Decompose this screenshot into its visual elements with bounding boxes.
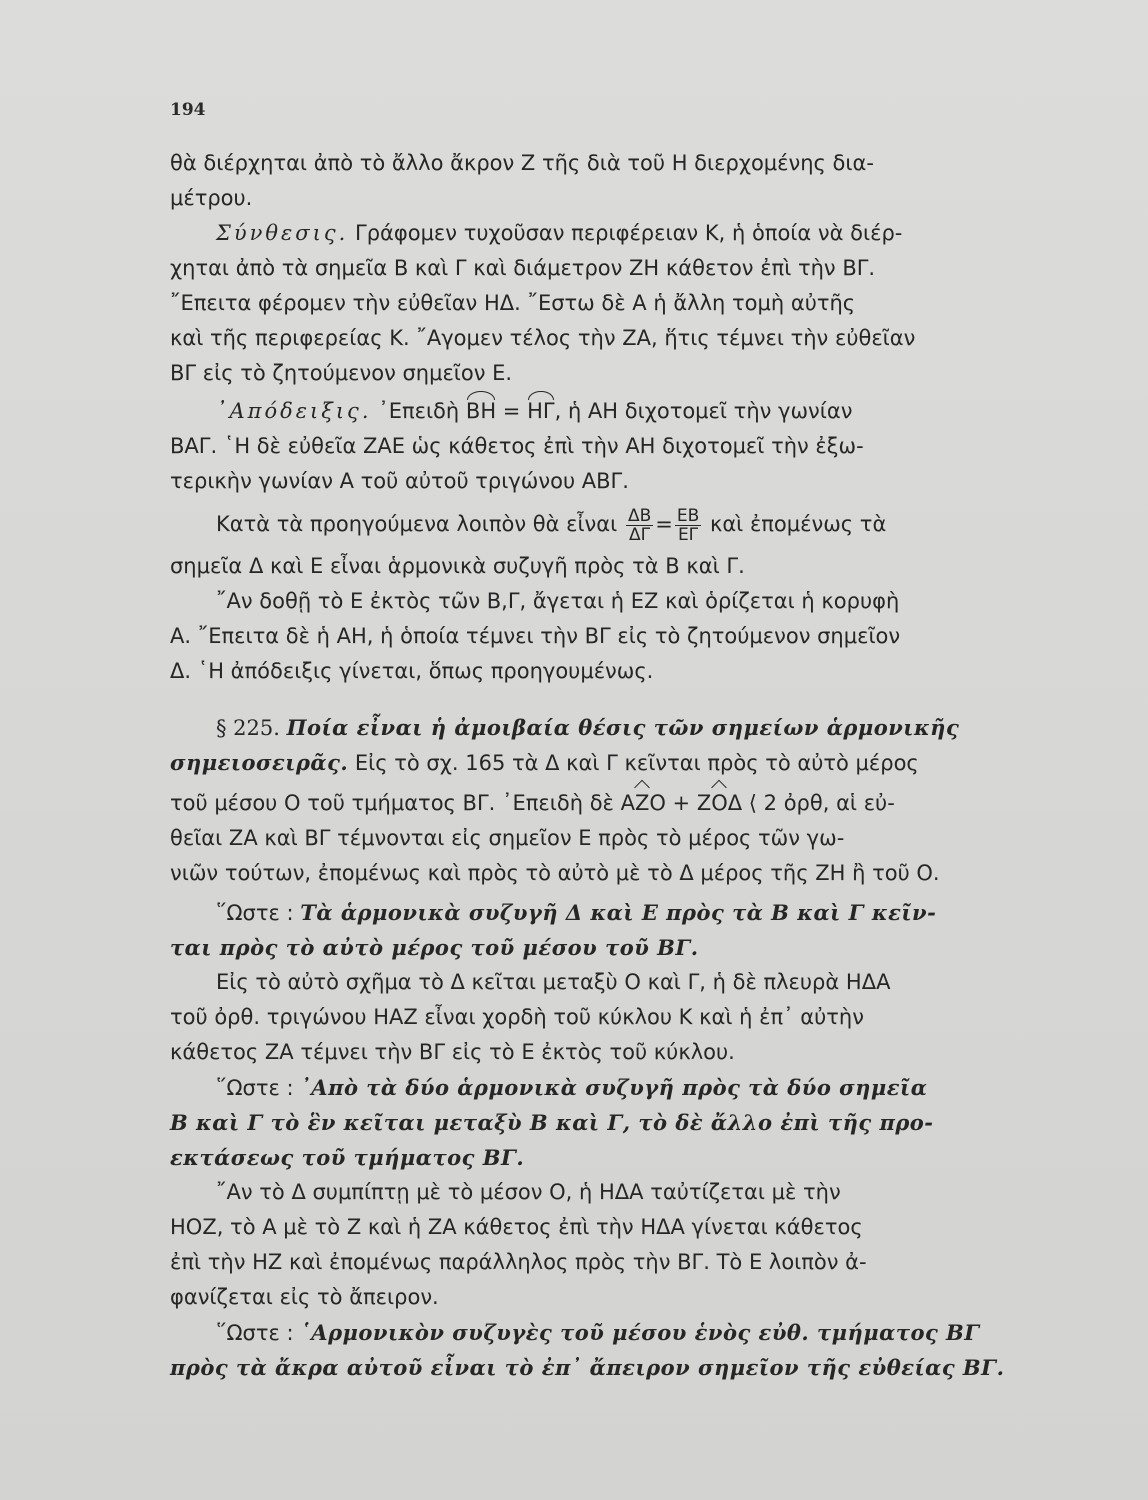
text-span: Γράφομεν τυχοῦσαν περιφέρειαν Κ, ἡ ὁποία νὰ διέρ-: [355, 221, 903, 245]
text-line: φανίζεται εἰς τὸ ἄπειρον.: [170, 1285, 439, 1309]
fraction-numerator: ΔΒ: [627, 505, 652, 526]
section-title: σημειοσειρᾶς.: [170, 750, 349, 775]
arc-hg: ΗΓ: [527, 394, 555, 429]
proof-label: ᾿Απόδειξις.: [216, 399, 372, 423]
text-span: , ἡ ΑΗ διχοτομεῖ τὴν γωνίαν: [554, 399, 853, 423]
conclusion-text: ται πρὸς τὸ αὐτὸ μέρος τοῦ μέσου τοῦ ΒΓ.: [170, 935, 699, 960]
conclusion-line: [170, 1315, 1036, 1350]
text-line: τοῦ ὀρθ. τριγώνου ΗΑΖ εἶναι χορδὴ τοῦ κύκλου Κ καὶ ἡ ἐπ᾿ αὐτὴν: [170, 1005, 864, 1029]
text-span: τοῦ μέσου Ο τοῦ τμήματος ΒΓ. ᾿Επειδὴ δὲ Α: [170, 791, 635, 815]
conclusion-lead: ῞Ωστε :: [216, 1076, 294, 1100]
text-line: Α. ῎Επειτα δὲ ἡ ΑΗ, ἡ ὁποία τέμνει τὴν ΒΓ εἰς τὸ ζητούμενον σημεῖον: [170, 624, 901, 648]
conclusion-line: [170, 895, 1036, 930]
text-line: σημεῖα Δ καὶ Ε εἶναι ἁρμονικὰ συζυγῆ πρὸς τὰ Β καὶ Γ.: [170, 554, 745, 578]
text-line: ΒΓ εἰς τὸ ζητούμενον σημεῖον Ε.: [170, 361, 513, 385]
text-line: Εἰς τὸ αὐτὸ σχῆμα τὸ Δ κεῖται μεταξὺ Ο καὶ Γ, ἡ δὲ πλευρὰ ΗΔΑ: [216, 970, 891, 994]
conclusion-text: Τὰ ἁρμονικὰ συζυγῆ Δ καὶ Ε πρὸς τὰ Β καὶ Γ κεῖν-: [300, 900, 937, 925]
text-line: θὰ διέρχηται ἀπὸ τὸ ἄλλο ἄκρον Ζ τῆς διὰ τοῦ Η διερχομένης δια-: [170, 151, 874, 175]
fraction-denominator: ΕΓ: [677, 524, 699, 545]
equals-sign: =: [655, 512, 673, 536]
intro-paragraph: [170, 146, 1036, 216]
conclusion-line: [170, 1140, 1036, 1175]
conclusion-line: [170, 1070, 1036, 1105]
text-line: [170, 394, 1036, 429]
conclusion-lead: ῞Ωστε :: [216, 1321, 294, 1345]
section-title: Ποία εἶναι ἡ ἀμοιβαία θέσις τῶν σημείων ἁρμονικῆς: [286, 715, 960, 740]
text-line: χηται ἀπὸ τὰ σημεῖα Β καὶ Γ καὶ διάμετρον ΖΗ κάθετον ἐπὶ τὴν ΒΓ.: [170, 256, 876, 280]
synthesis-label: Σύνθεσις.: [216, 221, 349, 245]
text-span: καὶ ἐπομένως τὰ: [709, 512, 887, 536]
text-line: κάθετος ΖΑ τέμνει τὴν ΒΓ εἰς τὸ Ε ἐκτὸς τοῦ κύκλου.: [170, 1040, 735, 1064]
conclusion-text: πρὸς τὰ ἄκρα αὐτοῦ εἶναι τὸ ἐπ᾿ ἄπειρον σημεῖον τῆς εὐθείας ΒΓ.: [170, 1355, 1005, 1380]
text-line: Δ. ῾Η ἀπόδειξις γίνεται, ὅπως προηγουμένως.: [170, 659, 654, 683]
text-span: Ο + Ζ: [649, 791, 712, 815]
conclusion-line: [170, 1105, 1036, 1140]
section-number: § 225.: [216, 716, 280, 740]
text-span: Εἰς τὸ σχ. 165 τὰ Δ καὶ Γ κεῖνται πρὸς τὸ αὐτὸ μέρος: [354, 751, 919, 775]
text-line: [170, 216, 1036, 251]
text-line: ῎Αν τὸ Δ συμπίπτῃ μὲ τὸ μέσον Ο, ἡ ΗΔΑ ταὐτίζεται μὲ τὴν: [216, 1180, 841, 1204]
angle-vertex-z: Ζ: [635, 786, 649, 821]
section-heading-line: [170, 710, 1036, 745]
text-line: ἐπὶ τὴν ΗΖ καὶ ἐπομένως παράλληλος πρὸς τὴν ΒΓ. Τὸ Ε λοιπὸν ἀ-: [170, 1250, 867, 1274]
text-line: ῎Επειτα φέρομεν τὴν εὐθεῖαν ΗΔ. ῎Εστω δὲ Α ἡ ἄλλη τομὴ αὐτῆς: [170, 291, 856, 315]
synthesis-paragraph: [170, 216, 1036, 391]
fraction-numerator: ΕΒ: [676, 505, 700, 526]
equals-sign: =: [502, 399, 521, 423]
text-span: Δ ⟨ 2 ὀρθ, αἱ εὐ-: [727, 791, 895, 815]
section-225: [170, 710, 1036, 1385]
conclusion-text: Β καὶ Γ τὸ ἓν κεῖται μεταξὺ Β καὶ Γ, τὸ δὲ ἄλλο ἐπὶ τῆς προ-: [170, 1110, 934, 1135]
angle-vertex-o: Ο: [711, 786, 728, 821]
conclusion-line: [170, 1350, 1036, 1385]
conclusion-text: ᾿Απὸ τὰ δύο ἁρμονικὰ συζυγῆ πρὸς τὰ δύο σημεῖα: [300, 1075, 928, 1100]
conclusion-text: εκτάσεως τοῦ τμήματος ΒΓ.: [170, 1145, 525, 1170]
text-line: ῎Αν δοθῇ τὸ Ε ἐκτὸς τῶν Β,Γ, ἄγεται ἡ ΕΖ καὶ ὁρίζεται ἡ κορυφὴ: [216, 589, 900, 613]
text-line: τερικὴν γωνίαν Α τοῦ αὐτοῦ τριγώνου ΑΒΓ.: [170, 469, 629, 493]
fraction-line: [170, 499, 1036, 549]
text-line: μέτρου.: [170, 186, 253, 210]
fraction-db-dg: [626, 507, 653, 544]
text-line: [170, 745, 1036, 780]
page-number: 194: [170, 100, 206, 120]
conclusion-lead: ῞Ωστε :: [216, 901, 294, 925]
proof-paragraph: [170, 394, 1036, 689]
fraction-eb-eg: [675, 507, 701, 544]
text-line: [170, 786, 1036, 821]
text-span: Κατὰ τὰ προηγούμενα λοιπὸν θὰ εἶναι: [216, 512, 618, 536]
text-line: θεῖαι ΖΑ καὶ ΒΓ τέμνονται εἰς σημεῖον Ε πρὸς τὸ μέρος τῶν γω-: [170, 826, 845, 850]
text-span: ᾿Επειδὴ: [378, 399, 460, 423]
text-line: ΒΑΓ. ῾Η δὲ εὐθεῖα ΖΑΕ ὡς κάθετος ἐπὶ τὴν ΑΗ διχοτομεῖ τὴν ἐξω-: [170, 434, 864, 458]
text-line: ΗΟΖ, τὸ Α μὲ τὸ Ζ καὶ ἡ ΖΑ κάθετος ἐπὶ τὴν ΗΔΑ γίνεται κάθετος: [170, 1215, 863, 1239]
arc-bh: ΒΗ: [466, 394, 496, 429]
fraction-denominator: ΔΓ: [629, 524, 651, 545]
text-line: καὶ τῆς περιφερείας Κ. ῎Αγομεν τέλος τὴν ΖΑ, ἥτις τέμνει τὴν εὐθεῖαν: [170, 326, 916, 350]
text-line: νιῶν τούτων, ἐπομένως καὶ πρὸς τὸ αὐτὸ μὲ τὸ Δ μέρος τῆς ΖΗ ἢ τοῦ Ο.: [170, 861, 940, 885]
conclusion-line: [170, 930, 1036, 965]
conclusion-text: ῾Αρμονικὸν συζυγὲς τοῦ μέσου ἑνὸς εὐθ. τμήματος ΒΓ: [300, 1320, 980, 1345]
